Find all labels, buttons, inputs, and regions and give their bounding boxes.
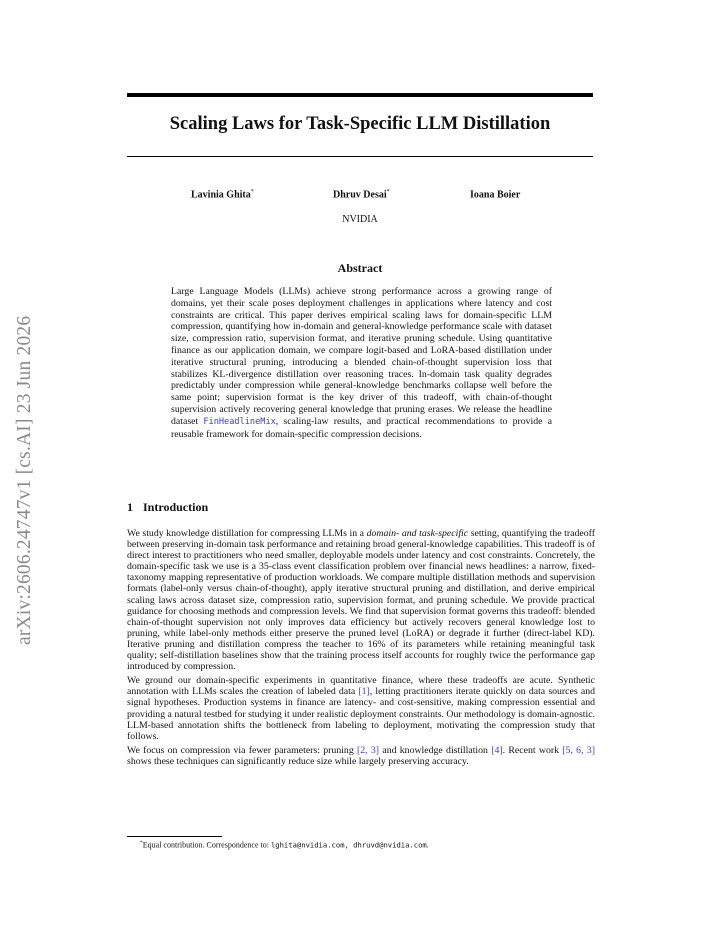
- title-rule-top: [127, 93, 593, 97]
- paragraph: We ground our domain-specific experiments in quantitative finance, where these tradeoffs are acute. Synthetic annotation with LLMs scales the creation of labeled data [1], letting practitioners iterate quickly on data sources and signal hypotheses. Production systems in finance are latency- and cost-sensitive, making compression essential and providing a natural testbed for studying it under realistic deployment constraints. Our methodology is domain-agnostic. LLM-based annotation shifts the bottleneck from labeling to deployment, motivating the compression study that follows.: [127, 675, 595, 742]
- paper-title: Scaling Laws for Task-Specific LLM Distillation: [169, 114, 551, 134]
- arxiv-stamp-text: arXiv:2606.24747v1 [cs.AI] 23 Jun 2026: [14, 315, 35, 645]
- footnote-rule: [127, 836, 222, 837]
- abstract-body: Large Language Models (LLMs) achieve strong performance across a growing range of domains, yet their scale poses deployment challenges in applications where latency and cost constraints are critical. This paper derives empirical scaling laws for domain-specific LLM compression, quantifying how in-domain and general-knowledge performance scale with dataset size, compression ratio, supervision format, and iterative pruning schedule. Using quantitative finance as our application domain, we compare logit-based and LoRA-based distillation under iterative structural pruning, introducing a blended chain-of-thought supervision loss that stabilizes KL-divergence distillation over reasoning traces. In-domain task quality degrades predictably under compression while general-knowledge benchmarks collapse well before the same point; supervision format is the key driver of this tradeoff, with chain-of-thought supervision actively recovering general knowledge that pruning erases. We release the headline dataset FinHeadlineMix, scaling-law results, and practical recommendations to provide a reusable framework for domain-specific compression decisions.: [171, 286, 552, 440]
- paragraph: We study knowledge distillation for compressing LLMs in a domain- and task-specific setting, quantifying the tradeoff between preserving in-domain task performance and retaining broad general-knowledge capabilities. This tradeoff is of direct interest to practitioners who need smaller, deployable models under latency and cost constraints. Concretely, the domain-specific task we use is a 35-class event classification problem over financial news headlines: a narrow, fixed-taxonomy mapping representative of production workloads. We compare multiple distillation methods and supervision formats (label-only versus chain-of-thought), apply iterative structural pruning and distillation, and derive empirical scaling laws across dataset size, compression ratio, supervision format, and pruning schedule. We provide practical guidance for choosing methods and compression levels. We find that supervision format governs this tradeoff: blended chain-of-thought supervision not only improves data efficiency but actively recovers general knowledge lost to pruning, while label-only methods either preserve the pruned level (LoRA) or degrade it further (direct-label KD). Iterative pruning and distillation compress the teacher to 16% of its parameters while retaining meaningful task quality; self-distillation baselines show that the training process itself accounts for roughly twice the performance gap introduced by compression.: [127, 528, 596, 673]
- paragraph: We focus on compression via fewer parameters: pruning [2, 3] and knowledge distillation [4]. Recent work [5, 6, 3] shows these techniques can significantly reduce size while largely preserving accuracy.: [127, 744, 595, 767]
- author-name: Lavinia Ghita*: [191, 189, 254, 201]
- arxiv-stamp: [14, 265, 34, 645]
- dataset-link[interactable]: FinHeadlineMix: [203, 416, 276, 427]
- citation-link[interactable]: [5, 6, 3]: [562, 744, 595, 756]
- citation-link[interactable]: [1]: [358, 686, 370, 698]
- title-rule-bottom: [127, 156, 593, 157]
- author-name: Ioana Boier: [470, 189, 521, 201]
- author-name: Dhruv Desai*: [333, 189, 390, 201]
- citation-link[interactable]: [2, 3]: [357, 744, 380, 756]
- footnote: *Equal contribution. Correspondence to: lghita@nvidia.com, dhruvd@nvidia.com.: [140, 840, 429, 850]
- contact-emails[interactable]: lghita@nvidia.com, dhruvd@nvidia.com: [270, 840, 427, 850]
- author-affiliation: NVIDIA: [342, 214, 378, 225]
- section-heading: 1 Introduction: [127, 500, 209, 514]
- citation-link[interactable]: [4]: [491, 744, 503, 756]
- abstract-heading: Abstract: [337, 261, 383, 275]
- introduction-body: [127, 528, 595, 770]
